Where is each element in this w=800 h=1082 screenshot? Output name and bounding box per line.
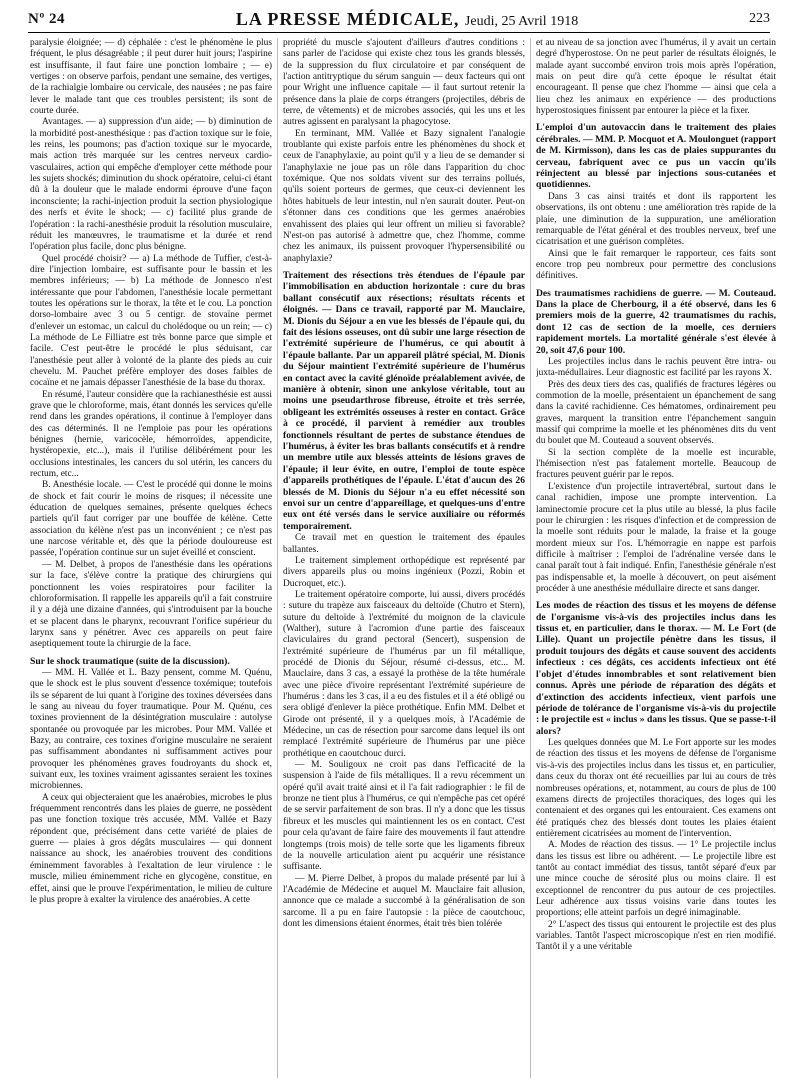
paragraph: Les projectiles inclus dans le rachis peuvent être intra- ou juxta-médullaires. Leur diagnostic est facilité par les rayons X.: [536, 357, 776, 379]
paragraph: — MM. H. Vallée et L. Bazy pensent, comme M. Quénu, que le shock est le plus souvent d'essence toxémique; toutefois ils se séparent de lui quant à l'origine des toxines déversées dans le sang au niveau du foyer traumatique. Pour M. Quénu, ces toxines proviennent de la désintégration musculaire : autolyse spontanée ou provoquée par les microbes. Pour MM. Vallée et Bazy, au contraire, ces toxines d'origine musculaire ne seraient pas suffisamment abondantes ni suffisamment actives pour provoquer les phénomènes graves foudroyants du shock et, suivant eux, les toxines vraiment agissantes seraient les toxines microbiennes.: [30, 667, 272, 792]
paragraph: A. Modes de réaction des tissus. — 1° Le projectile inclus dans les tissus est libre ou adhérent. — Le projectile libre est tantôt au contact immédiat des tissus, tantôt séparé d'eux par une mince couche de sérosité plus ou moins claire. Il est exceptionnel de rencontrer du pus autour de ces projectiles. Leur adhérence aux tissus voisins varie dans toutes les proportions; elle atteint parfois un degré inimaginable.: [536, 840, 776, 919]
paragraph: propriété du muscle s'ajoutent d'ailleurs d'autres conditions : sans parler de l'acidose qui existe chez tous les grands blessés, de la suppression du flux circulatoire et par conséquent de l'action antitryptique du sérum sanguin — deux facteurs qui ont pour Wright une influence capitale — il faut surtout retenir la présence dans la plaie de corps étrangers (projectiles, débris de terre, de vêtements) et de microbes associés, qui les uns et les autres agissent en paralysant la phagocytose.: [283, 38, 525, 128]
paragraph: Avantages. — a) suppression d'un aide; — b) diminution de la morbidité post-anesthésique : pas d'action toxique sur le foie, les reins, les poumons; pas d'action toxique sur le myocarde, mais action très marquée sur les centres nerveux cardio-vasculaires, action qui empêche d'employer cette méthode pour les sujets shockés; diminution du shock opératoire, celui-ci étant dû à la douleur que le malade endormi éprouve d'une façon inconsciente; la rachi-injection produit la section physiologique des nerfs et évite le shock; — c) facilité plus grande de l'opération : la rachi-anesthésie produit la résolution musculaire, réduit les manœuvres, le traumatisme et la durée et rend l'opération plus facile, donc plus bénigne.: [30, 117, 272, 253]
paragraph: A ceux qui objecteraient que les anaérobies, microbes le plus fréquemment rencontrés dans les plaies de guerre, ne possèdent pas une fonction toxique très accusée, MM. Vallée et Bazy répondent que, précisément dans cette variété de plaies de guerre — plaies à gros dégâts musculaires — qui donnent naissance au shock, les anaérobies trouvent des conditions éminemment favorables à l'exaltation de leur virulence : le muscle, milieu éminemment riche en glycogène, constitue, en effet, ainsi que le prouve l'expérimentation, le milieu de culture le plus propre à exalter la virulence des anaérobies. A cette: [30, 792, 272, 905]
column-2: [283, 38, 525, 1078]
paragraph: et au niveau de sa jonction avec l'humérus, il y avait un certain degré d'hyperostose. On ne peut parler de résultats éloignés, le malade ayant succombé environ trois mois après l'opération, mais on peut dire qu'à cette époque le résultat était encourageant. Il pense que chez l'homme — ainsi que cela a lieu chez les animaux en expérience — des productions hyperostosiques finissent par entourer la pièce et la fixer.: [536, 38, 776, 117]
paragraph: Près des deux tiers des cas, qualifiés de fractures légères ou commotion de la moelle, présentaient un épanchement de sang dans la cavité rachidienne. Ces hématomes, ordinairement peu graves, marquent la transition entre l'épanchement sanguin massif qui comprime la moelle et les phénomènes dits du vent du boulet que M. Couteaud a souvent observés.: [536, 379, 776, 447]
paragraph: Le traitement simplement orthopédique est représenté par divers appareils plus ou moins ingénieux (Pozzi, Robin et Ducroquet, etc.).: [283, 555, 525, 589]
column-3: [536, 38, 776, 1078]
paragraph: Ce travail met en question le traitement des épaules ballantes.: [283, 533, 525, 555]
column-1: [30, 38, 272, 1078]
journal-title: LA PRESSE MÉDICALE,: [235, 8, 460, 29]
paragraph: paralysie éloignée; — d) céphalée : c'est le phénomène le plus fréquent, le plus désagréable ; il peut durer huit jours; l'aspirine est insuffisante, il faut faire une ponction lombaire ; — e) vertiges : on observe parfois, pendant une semaine, des vertiges, de la rachialgie lombaire ou cervicale, des nausées ; ne pas faire lever le malade tant que ces troubles persistent; ils sont de courte durée.: [30, 38, 272, 117]
paragraph: Le traitement opératoire comporte, lui aussi, divers procédés : suture du trapèze aux faisceaux du deltoïde (Chutro et Stern), suture du deltoïde à l'extrémité du moignon de la clavicule (Walther), suture à l'acromion d'une partie des faisceaux claviculaires du grand pectoral (Sencert), suspension de l'extrémité supérieure de l'humérus par un fil métallique, procédé de Dionis du Séjour, résumé ci-dessus, etc... M. Mauclaire, dans 3 cas, a essayé la prothèse de la tête humérale avec une pièce d'ivoire représentant l'extrémité supérieure de l'humérus : dans les 3 cas, il a eu des fistules et il a été obligé ou sera obligé d'enlever la pièce prothétique. Enfin MM. Delbet et Girode ont présenté, il y a quelques mois, à l'Académie de Médecine, un cas de résection pour sarcome dans lequel ils ont remplacé l'extrémité supérieure de l'humérus par une pièce prothétique en caoutchouc durci.: [283, 589, 525, 759]
section-heading: Des traumatismes rachidiens de guerre. — M. Couteaud. Dans la place de Cherbourg, il a été observé, dans les 6 premiers mois de la guerre, 42 traumatismes du rachis, dont 12 cas de section de la moelle, ces derniers rapidement mortels. La mortalité générale s'est élevée à 20, soit 47,6 pour 100.: [536, 287, 776, 356]
masthead: [236, 9, 578, 30]
paragraph: — M. Souligoux ne croit pas dans l'efficacité de la suspension à l'aide de fils métalliques. Il a revu récemment un opéré qu'il avait traité ainsi et il l'a fait radiographier : le fil de bronze ne tient plus à l'humérus, ce qui n'empêche pas cet opéré de se servir parfaitement de son bras. Il n'y a donc que les tissus fibreux et les muscles qui maintiennent les os en contact. C'est pour cela qu'avant de faire faire des mouvements il faut attendre longtemps (trois mois) de telle sorte que les ligaments fibreux de la nouvelle articulation aient pu acquérir une résistance suffisante.: [283, 760, 525, 873]
page-number: 223: [749, 11, 770, 26]
section-heading: Traitement des résections très étendues de l'épaule par l'immobilisation en abduction horizontale : cure du bras ballant consécutif aux résections; résultats récents et éloignés. — Dans ce travail, rapporté par M. Mauclaire, M. Dionis du Séjour a en vue les blessés de l'épaule qui, du fait des lésions osseuses, ont dû subir une large résection de l'extrémité supérieure de l'humérus, ce qui aboutit à l'épaule ballante. Par un appareil plâtré spécial, M. Dionis du Séjour maintient l'extrémité supérieure de l'humérus en contact avec la cavité glénoïde préalablement avivée, de manière à obtenir, sinon une ankylose véritable, tout au moins une pseudarthrose fibreuse, étroite et très serrée, obligeant les extrémités osseuses à rester en contact. Grâce à ce procédé, il parvient à remédier aux troubles fonctionnels résultant de pertes de substance étendues de l'humérus, à éviter les bras ballants consécutifs et à rendre un membre utile aux blessés atteints de lésions graves de l'épaule; il leur évite, en outre, l'emploi de toute espèce d'appareils prothétiques de l'épaule. L'état d'aucun des 26 blessés de M. Dionis du Séjour n'a eu effet nécessité son envoi sur un centre d'appareillage, et quelques-uns d'entre eux ont été versés dans le service auxiliaire ou réformés temporairement.: [283, 269, 525, 532]
page-header: [28, 6, 770, 33]
paragraph: — M. Pierre Delbet, à propos du malade présenté par lui à l'Académie de Médecine et auquel M. Mauclaire fait allusion, annonce que ce malade a succombé à la généralisation de son sarcome. Il a pu en faire l'autopsie : la pièce de caoutchouc, dont les dimensions étaient énormes, était très bien tolérée: [283, 873, 525, 929]
paragraph: Si la section complète de la moelle est incurable, l'hémisection n'est pas fatalement mortelle. Beaucoup de fractures peuvent guérir par le repos.: [536, 447, 776, 481]
paragraph: B. Anesthésie locale. — C'est le procédé qui donne le moins de shock et fait courir le moins de risques; il nécessite une éducation de quelques semaines, présente quelques échecs partiels qu'il faut corriger par une bouffée de kélène. Cette association du kélène n'est pas un inconvénient ; ce n'est pas une narcose véritable et, dès que la période douloureuse est passée, l'opération continue sur un sujet éveillé et conscient.: [30, 480, 272, 559]
paragraph: En terminant, MM. Vallée et Bazy signalent l'analogie troublante qui existe parfois entre les phénomènes du shock et ceux de l'anaphylaxie, au point qu'il y a lieu de se demander si l'anaphylaxie ne joue pas un rôle dans l'apparition du choc toxémique. Que nos soldats vivent sur des terrains pollués, qu'ils soient porteurs de germes, que ceux-ci deviennent les hôtes habituels de leur intestin, nul n'en saurait douter. Peut-on s'étonner dans ces conditions que les germes anaérobies envahissent des plaies qui leur offrent un milieu si favorable? N'est-on pas autorisé à admettre que, chez l'homme, comme chez les animaux, ils puissent provoquer l'hypersensibilité ou anaphylaxie?: [283, 128, 525, 264]
issue-date: Jeudi, 25 Avril 1918: [464, 13, 579, 29]
section-heading: Sur le shock traumatique (suite de la discussion).: [30, 655, 230, 667]
column-divider: [530, 38, 531, 1078]
paragraph: 2° L'aspect des tissus qui entourent le projectile est des plus variables. Tantôt l'aspect microscopique n'est en rien modifié. Tantôt il y a une véritable: [536, 919, 776, 953]
paragraph: Quel procédé choisir? — a) La méthode de Tuffier, c'est-à-dire l'injection lombaire, est suffisante pour le bassin et les membres inférieurs; — b) La méthode de Jonnesco n'est intéressante que pour l'abdomen, l'anesthésie locale permettant toutes les opérations sur le thorax, la tête et le cou. La ponction dorso-lombaire avec 3 ou 5 centigr. de stovaïne permet d'enlever un estomac, un calcul du cholédoque ou un rein; — c) La méthode de Le Filliatre est très bonne parce que simple et facile. C'est peut-être le procédé le plus séduisant, car l'anesthésie peut aller à volonté de la plante des pieds au cuir chevelu. M. Pauchet préfère employer des doses faibles de cocaïne et ne jamais dépasser l'anesthésie de la base du thorax.: [30, 253, 272, 389]
paragraph: Ainsi que le fait remarquer le rapporteur, ces faits sont encore trop peu nombreux pour permettre des conclusions définitives.: [536, 248, 776, 282]
paragraph: En résumé, l'auteur considère que la rachianesthésie est aussi grave que le chloroforme, mais, étant donnés les services qu'elle rend dans les grandes opérations, il continue à l'employer dans des cas déterminés. Il ne l'emploie pas pour les opérations bénignes (hernie, varicocèle, hémorroïdes, appendicite, hystéropexie, etc...), mais il l'utilise délibérément pour les occlusions intestinales, les cancers du sol utérin, les cancers du rectum, etc...: [30, 389, 272, 480]
section-heading: Les modes de réaction des tissus et les moyens de défense de l'organisme vis-à-vis des projectiles inclus dans les tissus et, en particulier, dans le thorax. — M. Le Fort (de Lille). Quant un projectile pénètre dans les tissus, il produit toujours des dégâts et cause souvent des accidents infectieux : ces dégâts, ces accidents infectieux ont été l'objet d'études innombrables et sont relativement bien connus. Après une période de réparation des dégâts et d'extinction des accidents infectieux, vient parfois une période de tolérance de l'organisme vis-à-vis du projectile : le projectile est « inclus » dans les tissus. Que se passe-t-il alors?: [536, 600, 776, 737]
issue-number: Nº 24: [28, 10, 66, 27]
paragraph: Dans 3 cas ainsi traités et dont ils rapportent les observations, ils ont obtenu : une amélioration très rapide de la plaie, une diminution de la suppuration, une amélioration remarquable de l'état général et des troubles nerveux, bref une cicatrisation et une guérison complètes.: [536, 191, 776, 248]
paragraph: — M. Delbet, à propos de l'anesthésie dans les opérations sur la face, s'élève contre la pratique des chirurgiens qui ponctionnent les voies respiratoires pour faciliter la chloroformisation. Il rappelle les appareils qu'il a fait construire il y a déjà une dizaine d'années, qui s'introduisent par la bouche et se placent dans le pharynx, recouvrant l'orifice supérieur du larynx sans y pénétrer. Avec ces appareils on peut faire aseptiquement toute la chirurgie de la face.: [30, 559, 272, 650]
section-heading: L'emploi d'un autovaccin dans le traitement des plaies cérébrales. — MM. P. Mocquot et A. Moulonguet (rapport de M. Kirmisson), dans les cas de plaies suppurantes du cerveau, fabriquent avec ce pus un vaccin qu'ils réinjectent au blessé par injections sous-cutanées et quotidiennes.: [536, 122, 776, 191]
paragraph: L'existence d'un projectile intravertébral, surtout dans le canal rachidien, impose une prompte intervention. La laminectomie procure cet la plus utile au blessé, la plus facile pour le chirurgien : les risques d'infection et de compression de la moelle sont réduits pour le malade, la fraise et la gouge mordent mieux sur l'os. L'hémorragie en nappe est parfois difficile à maîtriser : l'emploi de l'adrénaline versée dans le canal paraît tout à fait indiqué. Enfin, l'anesthésie générale n'est pas indispensable et, la moelle à découvert, on peut aisément procéder à une anesthésie médullaire directe et sans danger.: [536, 481, 776, 594]
paragraph: Les quelques données que M. Le Fort apporte sur les modes de réaction des tissus et les moyens de défense de l'organisme vis-à-vis des projectiles inclus dans les tissus et, en particulier, dans ceux du thorax ont été recueillies par lui au cours de très nombreuses opérations, et, notamment, au cours de plus de 100 examens directs de projectiles thoraciques, des loges qui les contenaient et des organes qui les entouraient. Ces examens ont été pratiqués chez des blessés dont toutes les plaies étaient entièrement cicatrisées au moment de l'intervention.: [536, 738, 776, 839]
column-divider: [277, 38, 278, 1078]
